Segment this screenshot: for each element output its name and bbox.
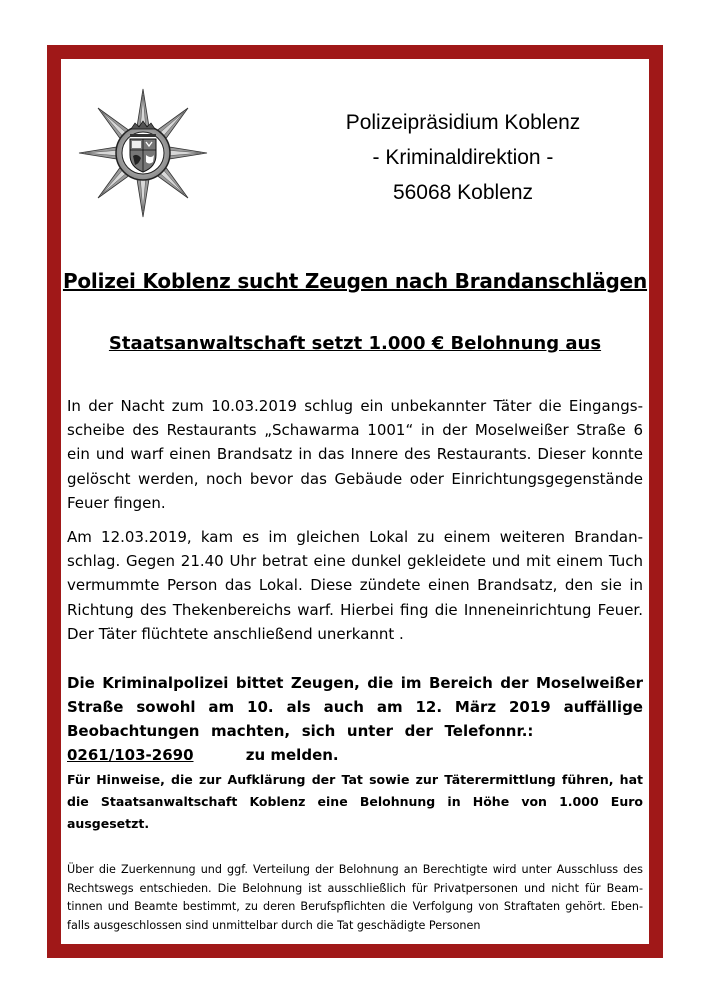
paragraph-incident-1: In der Nacht zum 10.03.2019 schlug ein unbekannter Täter die Eingangsscheibe des Restaurants „Schawarma 1001“ in der Moselweißer Straße 6 ein und warf einen Brandsatz in das Innere des Restaurants. Dieser konnte gelöscht werden, noch bevor das Gebäude oder Einrichtungsgegenstände Feuer fingen.: [67, 397, 643, 512]
poster-page: [61, 59, 649, 944]
appeal-text: Die Kriminalpolizei bittet Zeugen, die im Bereich der Moselweißer Straße sowohl am 10. als auch am 12. März 2019 auffällige Beobachtungen machten, sich unter der Telefonnr.:: [67, 674, 643, 740]
header-line-2: - Kriminaldirektion -: [372, 146, 554, 169]
header-line-1: Polizeipräsidium Koblenz: [345, 111, 581, 134]
phone-number[interactable]: 0261/103-2690: [67, 746, 194, 764]
appeal-closing: zu melden.: [245, 746, 339, 764]
witness-appeal: [67, 671, 643, 767]
police-star-badge-icon: [76, 86, 210, 220]
poster-frame: [47, 45, 663, 958]
reward-notice: Für Hinweise, die zur Aufklärung der Tat sowie zur Täterermittlung führen, hat die Staatsanwaltschaft Koblenz eine Belohnung in Höhe von 1.000 Euro ausgesetzt.: [67, 772, 643, 831]
header-line-3: 56068 Koblenz: [392, 181, 534, 204]
headline: Polizei Koblenz sucht Zeugen nach Brandanschlägen: [62, 269, 648, 293]
legal-notice: Über die Zuerkennung und ggf. Verteilung der Belohnung an Berechtigte wird unter Ausschluss des Rechtswegs entschieden. Die Belohnung ist ausschließlich für Privatpersonen und nicht für Beamtinnen und Beamte bestimmt, zu deren Berufspflichten die Verfolgung von Straftaten gehört. Ebenfalls ausgeschlossen sind unmittelbar durch die Tat geschädigte Personen: [67, 863, 643, 932]
paragraph-incident-2: Am 12.03.2019, kam es im gleichen Lokal zu einem weiteren Brandanschlag. Gegen 21.40 Uhr betrat eine dunkel gekleidete und mit einem Tuch vermummte Person das Lokal. Diese zündete einen Brandsatz, den sie in Richtung des Thekenbereichs warf. Hierbei fing die Inneneinrichtung Feuer. Der Täter flüchtete anschließend unerkannt .: [67, 528, 643, 643]
authority-header: [293, 105, 633, 210]
subheadline: Staatsanwaltschaft setzt 1.000 € Belohnung aus: [108, 333, 602, 354]
